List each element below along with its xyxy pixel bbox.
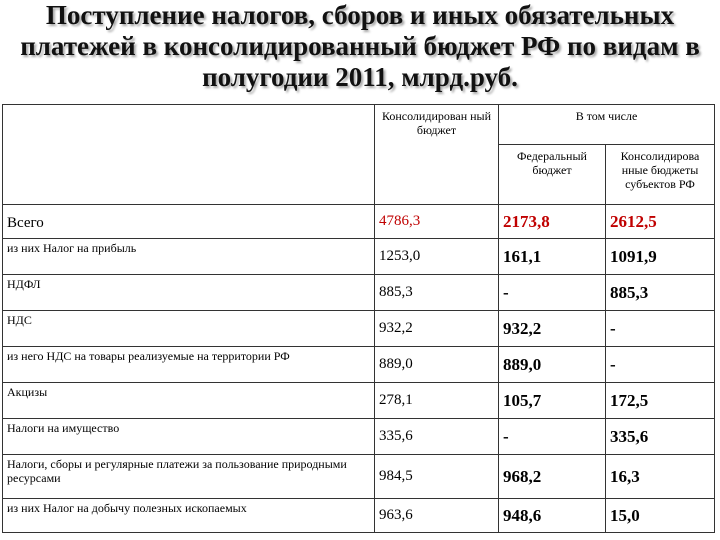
regional-value: 1091,9 <box>606 239 715 275</box>
consolidated-value: 889,0 <box>375 347 499 383</box>
row-label: Всего <box>3 205 375 239</box>
title-line-1: Поступление налогов, сборов и иных обязательных <box>45 0 675 30</box>
header-blank-cell <box>3 105 375 205</box>
row-label: Налоги на имущество <box>3 419 375 455</box>
regional-value: - <box>606 311 715 347</box>
page-title <box>0 0 720 93</box>
federal-value: - <box>499 419 606 455</box>
regional-value: 172,5 <box>606 383 715 419</box>
consolidated-value: 984,5 <box>375 455 499 499</box>
consolidated-value: 885,3 <box>375 275 499 311</box>
header-consolidated: Консолидирован ный бюджет <box>375 105 499 205</box>
header-including: В том числе <box>499 105 715 145</box>
consolidated-value: 1253,0 <box>375 239 499 275</box>
table-row <box>3 239 715 275</box>
table-row <box>3 275 715 311</box>
regional-value: 2612,5 <box>606 205 715 239</box>
regional-value: 15,0 <box>606 499 715 533</box>
header-regional: Консолидирова нные бюджеты субъектов РФ <box>606 145 715 205</box>
table-row <box>3 419 715 455</box>
header-federal: Федеральный бюджет <box>499 145 606 205</box>
table-row <box>3 205 715 239</box>
row-label: из него НДС на товары реализуемые на территории РФ <box>3 347 375 383</box>
row-label: НДС <box>3 311 375 347</box>
row-label: Налоги, сборы и регулярные платежи за пользование природными ресурсами <box>3 455 375 499</box>
table-row <box>3 383 715 419</box>
federal-value: 932,2 <box>499 311 606 347</box>
table-row <box>3 455 715 499</box>
table-row <box>3 311 715 347</box>
regional-value: 335,6 <box>606 419 715 455</box>
regional-value: 885,3 <box>606 275 715 311</box>
table-row <box>3 347 715 383</box>
consolidated-value: 932,2 <box>375 311 499 347</box>
row-label: из них Налог на прибыль <box>3 239 375 275</box>
federal-value: 2173,8 <box>499 205 606 239</box>
row-label: из них Налог на добычу полезных ископаемых <box>3 499 375 533</box>
consolidated-value: 335,6 <box>375 419 499 455</box>
federal-value: - <box>499 275 606 311</box>
consolidated-value: 4786,3 <box>375 205 499 239</box>
title-line-3: полугодии 2011, млрд.руб. <box>202 62 518 92</box>
row-label: НДФЛ <box>3 275 375 311</box>
regional-value: - <box>606 347 715 383</box>
consolidated-value: 963,6 <box>375 499 499 533</box>
federal-value: 105,7 <box>499 383 606 419</box>
federal-value: 948,6 <box>499 499 606 533</box>
title-line-2: платежей в консолидированный бюджет РФ по видам в <box>20 31 700 61</box>
regional-value: 16,3 <box>606 455 715 499</box>
tax-revenue-table <box>2 104 715 533</box>
row-label: Акцизы <box>3 383 375 419</box>
consolidated-value: 278,1 <box>375 383 499 419</box>
federal-value: 889,0 <box>499 347 606 383</box>
table-row <box>3 499 715 533</box>
federal-value: 161,1 <box>499 239 606 275</box>
federal-value: 968,2 <box>499 455 606 499</box>
